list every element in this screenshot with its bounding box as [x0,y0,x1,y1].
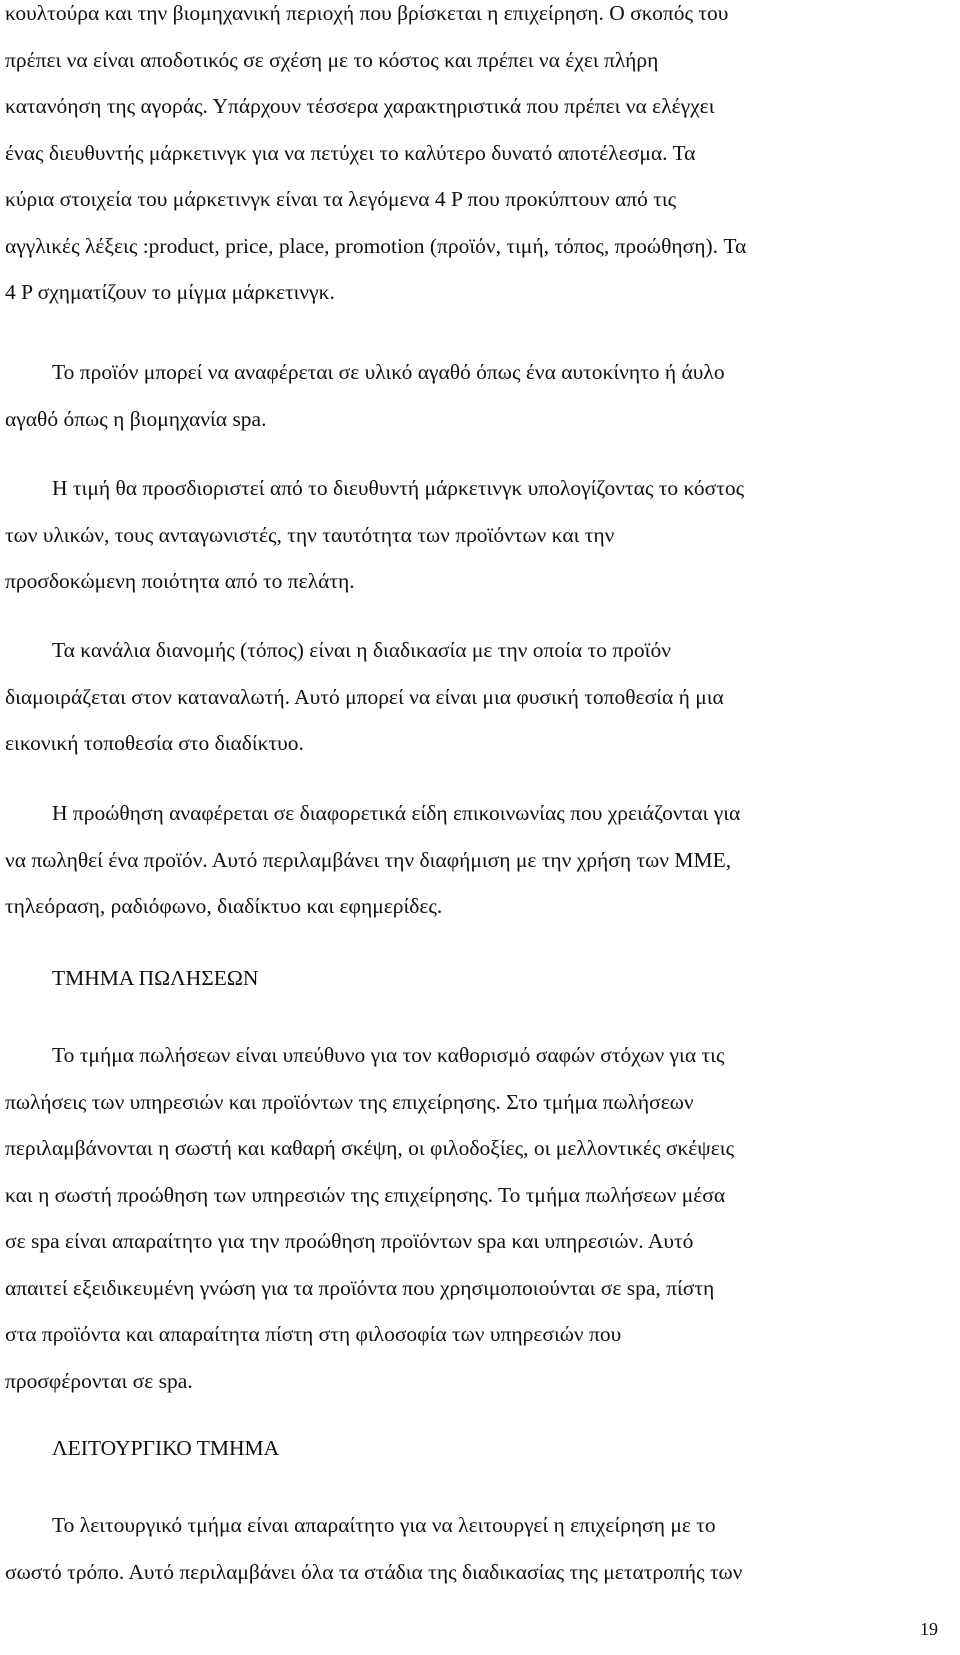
paragraph-intro [5,0,947,316]
text-line: 4 P σχηματίζουν το μίγμα μάρκετινγκ. [5,280,335,304]
text-line: στα προϊόντα και απαραίτητα πίστη στη φιλοσοφία των υπηρεσιών που [5,1322,622,1346]
text-line: κουλτούρα και την βιομηχανική περιοχή που βρίσκεται η επιχείρηση. Ο σκοπός του [5,1,729,25]
text-line: αγγλικές λέξεις :product, price, place, promotion (προϊόν, τιμή, τόπος, προώθηση). Τα [5,233,747,258]
text-line: πρέπει να είναι αποδοτικός σε σχέση με το κόστος και πρέπει να έχει πλήρη [5,47,659,72]
text-line: κύρια στοιχεία του μάρκετινγκ είναι τα λεγόμενα 4 P που προκύπτουν από τις [5,187,677,211]
text-line: προσφέρονται σε spa. [5,1368,193,1393]
paragraph-price [5,465,947,605]
text-line: Η τιμή θα προσδιοριστεί από το διευθυντή μάρκετινγκ υπολογίζοντας το κόστος [52,476,745,500]
heading-sales-department [5,955,947,1002]
text-line: διαμοιράζεται στον καταναλωτή. Αυτό μπορεί να είναι μια φυσική τοποθεσία ή μια [5,684,724,709]
text-line: ένας διευθυντής μάρκετινγκ για να πετύχει το καλύτερο δυνατό αποτέλεσμα. Τα [5,140,696,165]
text-line: Το λειτουργικό τμήμα είναι απαραίτητο για να λειτουργεί η επιχείρηση με το [52,1513,716,1537]
text-line: των υλικών, τους ανταγωνιστές, την ταυτότητα των προϊόντων και την [5,522,615,547]
paragraph-place [5,627,947,767]
text-line: Η προώθηση αναφέρεται σε διαφορετικά είδη επικοινωνίας που χρειάζονται για [52,801,741,825]
section-heading: ΛΕΙΤΟΥΡΓΙΚΟ ΤΜΗΜΑ [52,1436,280,1460]
text-line: να πωληθεί ένα προϊόν. Αυτό περιλαμβάνει την διαφήμιση με την χρήση των ΜΜΕ, [5,847,732,872]
heading-operations-department [5,1425,947,1472]
text-line: Το προϊόν μπορεί να αναφέρεται σε υλικό αγαθό όπως ένα αυτοκίνητο ή άυλο [52,360,725,384]
text-line: σωστό τρόπο. Αυτό περιλαμβάνει όλα τα στάδια της διαδικασίας της μετατροπής των [5,1559,743,1584]
text-line: περιλαμβάνονται η σωστή και καθαρή σκέψη, οι φιλοδοξίες, οι μελλοντικές σκέψεις [5,1136,735,1160]
text-line: απαιτεί εξειδικευμένη γνώση για τα προϊόντα που χρησιμοποιούνται σε spa, πίστη [5,1275,715,1300]
text-line: αγαθό όπως η βιομηχανία spa. [5,406,267,431]
section-heading: ΤΜΗΜΑ ΠΩΛΗΣΕΩΝ [52,966,259,990]
text-line: πωλήσεις των υπηρεσιών και προϊόντων της επιχείρησης. Στο τμήμα πωλήσεων [5,1089,694,1114]
paragraph-promotion [5,790,947,930]
paragraph-operations [5,1502,947,1595]
text-line: σε spa είναι απαραίτητο για την προώθηση προϊόντων spa και υπηρεσιών. Αυτό [5,1229,694,1253]
page-number: 19 [920,1619,938,1639]
text-line: κατανόηση της αγοράς. Υπάρχουν τέσσερα χαρακτηριστικά που πρέπει να ελέγχει [5,94,715,118]
text-line: Το τμήμα πωλήσεων είναι υπεύθυνο για τον καθορισμό σαφών στόχων για τις [52,1043,725,1067]
text-line: τηλεόραση, ραδιόφωνο, διαδίκτυο και εφημερίδες. [5,894,443,918]
paragraph-sales [5,1032,947,1404]
text-line: και η σωστή προώθηση των υπηρεσιών της επιχείρησης. Το τμήμα πωλήσεων μέσα [5,1182,726,1207]
text-line: Τα κανάλια διανομής (τόπος) είναι η διαδικασία με την οποία το προϊόν [52,638,671,662]
text-line: εικονική τοποθεσία στο διαδίκτυο. [5,731,304,755]
paragraph-product [5,349,947,442]
text-line: προσδοκώμενη ποιότητα από το πελάτη. [5,569,355,593]
